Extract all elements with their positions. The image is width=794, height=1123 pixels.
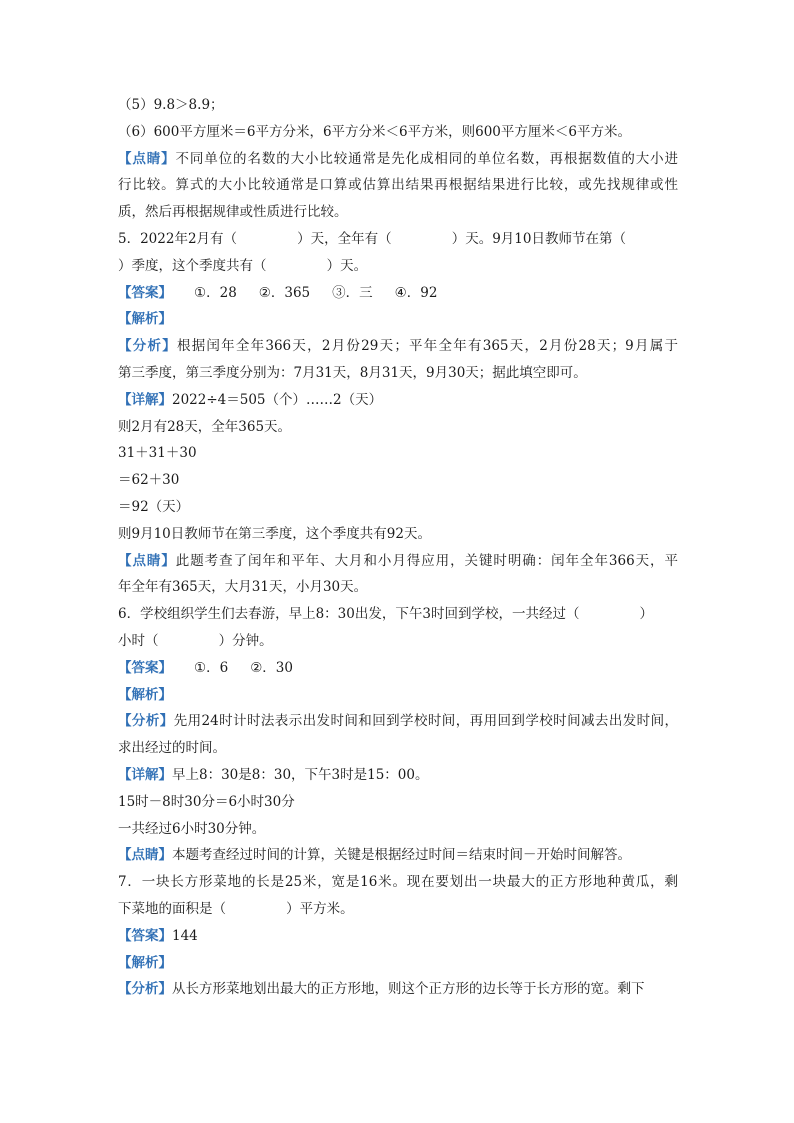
text-line	[118, 601, 678, 628]
text-line	[118, 789, 678, 816]
answer-item: ③．三	[332, 284, 373, 301]
line-text: 小时（ ）分钟。	[118, 632, 273, 649]
answer-item: ①．6	[194, 659, 229, 676]
text-line	[118, 146, 678, 173]
section-tag: 【点睛】	[118, 847, 172, 864]
text-line	[118, 708, 678, 735]
answer-item: ②．365	[258, 284, 311, 301]
text-line	[118, 387, 678, 414]
section-tag: 【分析】	[118, 338, 177, 355]
section-tag: 【分析】	[118, 981, 172, 998]
line-text: 下菜地的面积是（ ）平方米。	[118, 900, 354, 917]
section-tag: 【详解】	[118, 391, 172, 408]
line-text: 144	[172, 927, 198, 944]
text-line	[118, 548, 678, 575]
line-text: ＝62＋30	[118, 472, 180, 489]
text-line	[118, 306, 678, 333]
section-tag: 【解析】	[118, 311, 172, 328]
answer-item: ④．92	[394, 284, 438, 301]
section-tag: 【点睛】	[118, 552, 176, 569]
text-line	[118, 253, 678, 280]
text-line	[118, 280, 678, 307]
line-text: 早上8：30是8：30，下午3时是15：00。	[172, 766, 429, 783]
answer-item: ②．30	[250, 659, 293, 676]
text-line	[118, 923, 678, 950]
line-text: 从长方形菜地划出最大的正方形地，则这个正方形的边长等于长方形的宽。剩下	[172, 981, 645, 998]
text-line	[118, 869, 678, 896]
section-tag: 【解析】	[118, 954, 172, 971]
text-line	[118, 976, 678, 1003]
section-tag: 【详解】	[118, 766, 172, 783]
line-text: 2022÷4＝505（个）……2（天）	[172, 391, 383, 408]
line-text: 31＋31＋30	[118, 445, 197, 462]
line-text: 质，然后再根据规律或性质进行比较。	[118, 204, 348, 221]
text-line	[118, 226, 678, 253]
line-text: （5）9.8＞8.9；	[118, 97, 224, 113]
text-line	[118, 360, 678, 387]
line-text: 根据闰年全年366天，2月份29天；平年全年有365天，2月份28天；9月属于	[176, 338, 678, 355]
line-text: 不同单位的名数的大小比较通常是先化成相同的单位名数，再根据数值的大小进	[175, 150, 679, 167]
text-line	[118, 119, 678, 146]
line-text: 此题考查了闰年和平年、大月和小月得应用，关键时明确：闰年全年366天，平	[175, 552, 678, 569]
text-line	[118, 467, 678, 494]
line-text: 第三季度，第三季度分别为：7月31天，8月31天，9月30天；据此填空即可。	[118, 364, 587, 381]
text-line	[118, 333, 678, 360]
text-line	[118, 494, 678, 521]
line-text: ）季度，这个季度共有（ ）天。	[118, 257, 368, 274]
line-text: 年全年有365天，大月31天，小月30天。	[118, 579, 368, 596]
line-text: 6．学校组织学生们去春游，早上8：30出发，下午3时回到学校，一共经过（ ）	[118, 606, 654, 623]
section-tag: 【分析】	[118, 713, 174, 730]
line-text: 5．2022年2月有（ ）天，全年有（ ）天。9月10日教师节在第（	[118, 230, 626, 247]
text-line	[118, 92, 678, 119]
text-line	[118, 199, 678, 226]
text-line	[118, 735, 678, 762]
line-text: 则9月10日教师节在第三季度，这个季度共有92天。	[118, 525, 431, 542]
text-line	[118, 172, 678, 199]
text-line	[118, 762, 678, 789]
text-line	[118, 414, 678, 441]
text-line	[118, 896, 678, 923]
section-tag: 【答案】	[118, 659, 172, 676]
line-text: 则2月有28天，全年365天。	[118, 418, 292, 435]
section-tag: 【点睛】	[118, 150, 176, 167]
line-text: 一共经过6小时30分钟。	[118, 820, 266, 837]
section-tag: 【答案】	[118, 284, 172, 301]
text-line	[118, 842, 678, 869]
text-line	[118, 574, 678, 601]
line-text: 15时－8时30分＝6小时30分	[118, 793, 295, 810]
line-text: 本题考查经过时间的计算，关键是根据经过时间＝结束时间－开始时间解答。	[172, 847, 631, 864]
text-line	[118, 521, 678, 548]
section-tag: 【解析】	[118, 686, 172, 703]
text-line	[118, 628, 678, 655]
line-text: ＝92（天）	[118, 498, 190, 515]
text-line	[118, 682, 678, 709]
text-line	[118, 950, 678, 977]
document-body	[118, 92, 678, 1003]
line-text: 求出经过的时间。	[118, 740, 226, 757]
section-tag: 【答案】	[118, 927, 172, 944]
text-line	[118, 816, 678, 843]
line-text: 行比较。算式的大小比较通常是口算或估算出结果再根据结果进行比较，或先找规律或性	[118, 177, 678, 194]
line-text: 先用24时计时法表示出发时间和回到学校时间，再用回到学校时间减去出发时间，	[173, 713, 679, 730]
text-line	[118, 655, 678, 682]
line-text: （6）600平方厘米＝6平方分米，6平方分米＜6平方米，则600平方厘米＜6平方米。	[118, 123, 631, 140]
line-text: 7．一块长方形菜地的长是25米，宽是16米。现在要划出一块最大的正方形地种黄瓜，剩	[118, 874, 678, 891]
answer-item: ①．28	[194, 284, 237, 301]
text-line	[118, 440, 678, 467]
